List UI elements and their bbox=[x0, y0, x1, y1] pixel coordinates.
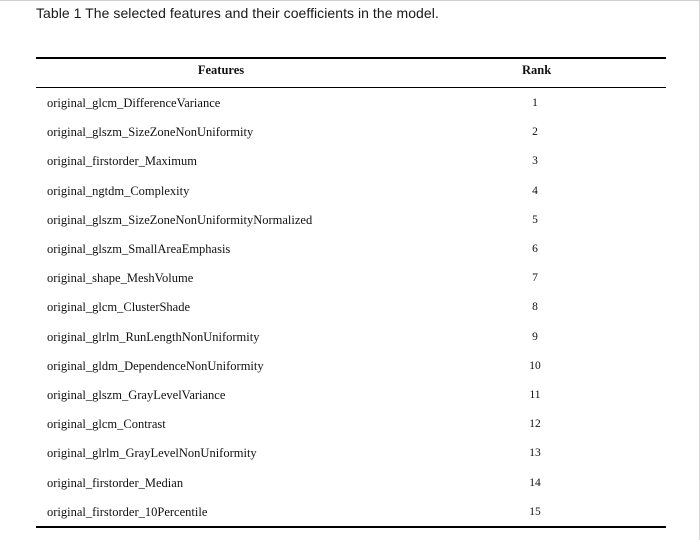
table-row bbox=[0, 330, 700, 359]
feature-name: original_glszm_SizeZoneNonUniformity bbox=[47, 125, 254, 140]
table-row bbox=[0, 446, 700, 475]
feature-rank: 2 bbox=[532, 126, 538, 139]
feature-rank: 12 bbox=[529, 418, 541, 431]
table-row bbox=[0, 96, 700, 125]
feature-name: original_firstorder_10Percentile bbox=[47, 504, 208, 519]
feature-name: original_glszm_SizeZoneNonUniformityNormalized bbox=[47, 212, 313, 227]
table-caption: Table 1 The selected features and their coefficients in the model. bbox=[36, 5, 439, 21]
feature-rank: 7 bbox=[532, 272, 538, 285]
table-row bbox=[0, 505, 700, 534]
feature-rank: 15 bbox=[529, 505, 541, 518]
feature-name: original_glrlm_RunLengthNonUniformity bbox=[47, 329, 260, 344]
table-row bbox=[0, 300, 700, 329]
feature-name: original_ngtdm_Complexity bbox=[47, 183, 190, 198]
feature-name: original_glcm_ClusterShade bbox=[47, 300, 191, 315]
header-rank: Rank bbox=[522, 63, 552, 77]
feature-rank: 6 bbox=[532, 243, 538, 255]
table-row bbox=[0, 388, 700, 417]
feature-rank: 13 bbox=[529, 447, 541, 460]
feature-name: original_shape_MeshVolume bbox=[47, 271, 194, 286]
feature-rank: 8 bbox=[532, 301, 538, 314]
feature-name: original_glszm_SmallAreaEmphasis bbox=[47, 242, 231, 256]
table-row bbox=[0, 154, 700, 183]
feature-rank: 11 bbox=[529, 389, 541, 401]
feature-rank: 1 bbox=[532, 97, 538, 109]
table-bottom-rule bbox=[36, 526, 666, 528]
feature-name: original_firstorder_Maximum bbox=[47, 154, 197, 169]
feature-rank: 4 bbox=[532, 184, 538, 197]
table-row bbox=[0, 271, 700, 300]
feature-rank: 5 bbox=[532, 213, 538, 226]
feature-rank: 14 bbox=[529, 476, 541, 489]
header-features: Features bbox=[197, 63, 245, 77]
table-row bbox=[0, 417, 700, 446]
feature-rank: 10 bbox=[529, 359, 541, 372]
feature-rank: 3 bbox=[532, 155, 538, 168]
feature-name: original_glszm_GrayLevelVariance bbox=[47, 388, 226, 402]
feature-name: original_glcm_Contrast bbox=[47, 417, 166, 432]
feature-name: original_glcm_DifferenceVariance bbox=[47, 96, 221, 110]
feature-name: original_firstorder_Median bbox=[47, 475, 184, 490]
table-row bbox=[0, 242, 700, 271]
table-row bbox=[0, 184, 700, 213]
table-row bbox=[0, 476, 700, 505]
table-row bbox=[0, 359, 700, 388]
feature-name: original_gldm_DependenceNonUniformity bbox=[47, 358, 264, 373]
feature-rank: 9 bbox=[532, 330, 538, 343]
table-row bbox=[0, 125, 700, 154]
feature-name: original_glrlm_GrayLevelNonUniformity bbox=[47, 446, 257, 461]
table-row bbox=[0, 213, 700, 242]
